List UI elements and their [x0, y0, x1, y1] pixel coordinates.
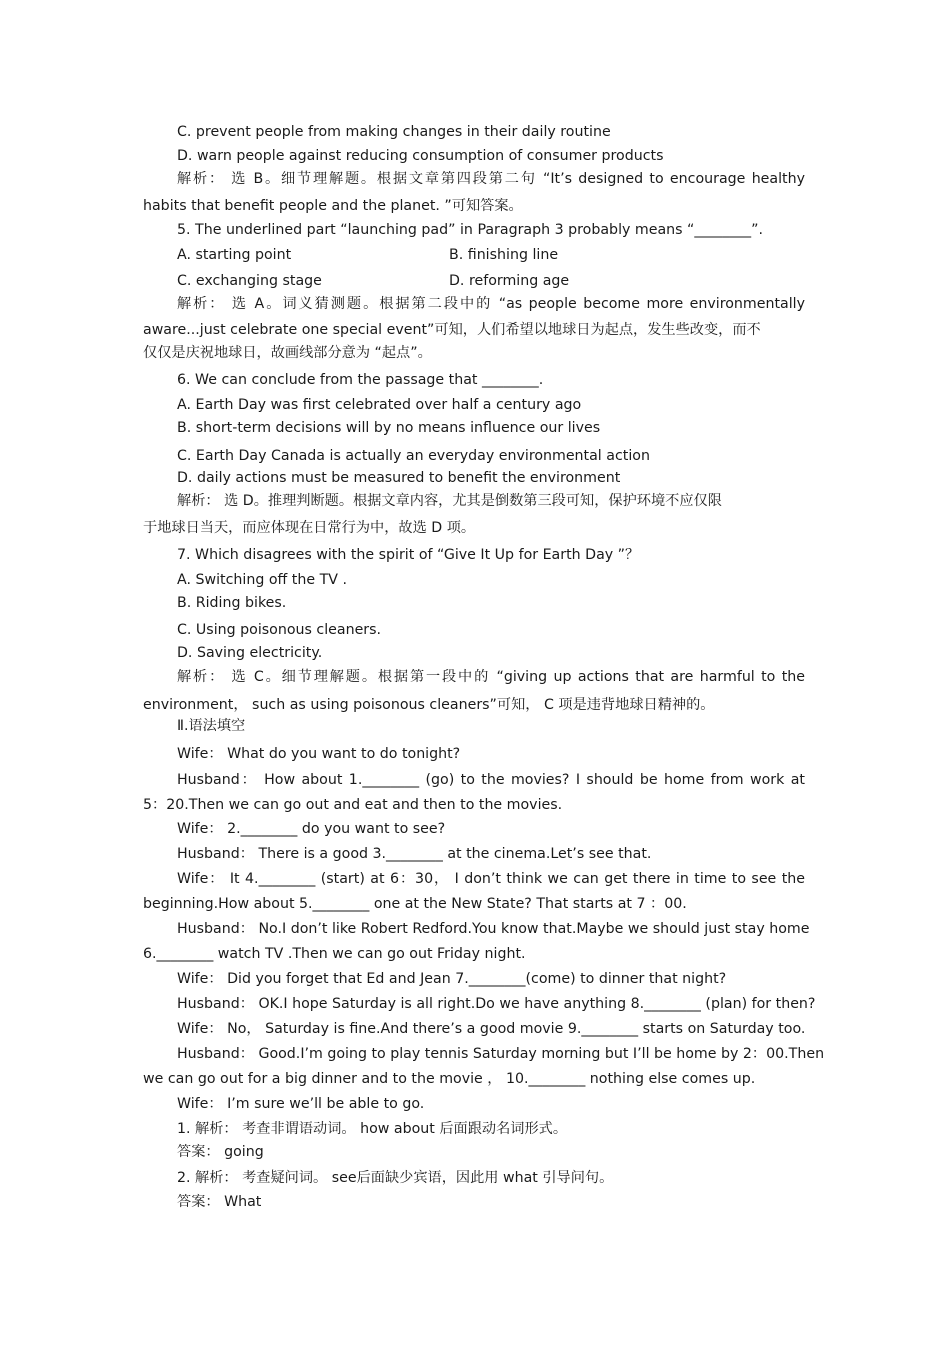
text-line: 6.________ watch TV .Then we can go out Friday night. — [143, 946, 526, 962]
text-line: 5：20.Then we can go out and eat and then to the movies. — [143, 797, 563, 813]
text-line: 于地球日当天，而应体现在日常行为中，故选 D 项。 — [143, 520, 476, 536]
text-line: 解析： 选 A。词义猜测题。根据第二段中的 “as people become more environmentally — [177, 296, 805, 312]
text-line: A. Switching off the TV . — [177, 572, 347, 588]
text-line: C. Using poisonous cleaners. — [177, 622, 382, 638]
text-line: Wife： I’m sure we’ll be able to go. — [177, 1096, 425, 1112]
text-line: B. Riding bikes. — [177, 595, 287, 611]
text-line: Husband： There is a good 3.________ at the cinema.Let’s see that. — [177, 846, 652, 862]
text-line: D. warn people against reducing consumption of consumer products — [177, 148, 664, 164]
text-line: Husband： No.I don’t like Robert Redford.You know that.Maybe we should just stay home — [177, 921, 810, 937]
text-line: C. prevent people from making changes in their daily routine — [177, 124, 611, 140]
text-line: environment， such as using poisonous cleaners”可知， C 项是违背地球日精神的。 — [143, 697, 715, 713]
text-line: 解析： 选 C。细节理解题。根据第一段中的 “giving up actions that are harmful to the — [177, 669, 805, 685]
text-line: D. reforming age — [449, 273, 570, 289]
text-line: Wife： 2.________ do you want to see? — [177, 821, 446, 837]
text-line: Ⅱ.语法填空 — [177, 718, 246, 734]
text-line: 答案： going — [177, 1144, 264, 1160]
text-line: aware...just celebrate one special event”可知，人们希望以地球日为起点，发生些改变，而不 — [143, 322, 761, 338]
text-line: Wife： What do you want to do tonight? — [177, 746, 461, 762]
text-line: Wife： Did you forget that Ed and Jean 7.________(come) to dinner that night? — [177, 971, 727, 987]
text-line: D. daily actions must be measured to benefit the environment — [177, 470, 621, 486]
text-line: 解析： 选 B。细节理解题。根据文章第四段第二句 “It’s designed to encourage healthy — [177, 171, 805, 187]
text-line: beginning.How about 5.________ one at the New State? That starts at 7 ：00. — [143, 896, 687, 912]
text-line: we can go out for a big dinner and to the movie ， 10.________ nothing else comes up. — [143, 1071, 756, 1087]
text-line: 5. The underlined part “launching pad” in Paragraph 3 probably means “________”. — [177, 222, 764, 238]
text-line: 1. 解析： 考查非谓语动词。 how about 后面跟动名词形式。 — [177, 1121, 568, 1137]
text-line: 6. We can conclude from the passage that ________. — [177, 372, 544, 388]
text-line: Wife： No， Saturday is fine.And there’s a good movie 9.________ starts on Saturday too. — [177, 1021, 806, 1037]
text-line: A. starting point — [177, 247, 292, 263]
text-line: Husband： How about 1.________ (go) to the movies? I should be home from work at — [177, 772, 805, 788]
text-line: B. finishing line — [449, 247, 559, 263]
text-line: Husband： Good.I’m going to play tennis Saturday morning but I’ll be home by 2：00.Then — [177, 1046, 825, 1062]
text-line: 7. Which disagrees with the spirit of “Give It Up for Earth Day ”？ — [177, 547, 640, 563]
text-line: 解析： 选 D。推理判断题。根据文章内容，尤其是倒数第三段可知，保护环境不应仅限 — [177, 493, 722, 509]
text-line: 仅仅是庆祝地球日，故画线部分意为 “起点”。 — [143, 345, 432, 361]
text-line: habits that benefit people and the planet. ”可知答案。 — [143, 198, 523, 214]
text-line: C. Earth Day Canada is actually an everyday environmental action — [177, 448, 650, 464]
text-line: Wife： It 4.________ (start) at 6：30， I don’t think we can get there in time to see the — [177, 871, 805, 887]
text-line: 答案： What — [177, 1194, 262, 1210]
text-line: D. Saving electricity. — [177, 645, 323, 661]
text-line: C. exchanging stage — [177, 273, 322, 289]
text-line: B. short-term decisions will by no means influence our lives — [177, 420, 601, 436]
text-line: Husband： OK.I hope Saturday is all right.Do we have anything 8.________ (plan) for then? — [177, 996, 816, 1012]
text-line: 2. 解析： 考查疑问词。 see后面缺少宾语，因此用 what 引导问句。 — [177, 1170, 614, 1186]
text-line: A. Earth Day was first celebrated over half a century ago — [177, 397, 582, 413]
